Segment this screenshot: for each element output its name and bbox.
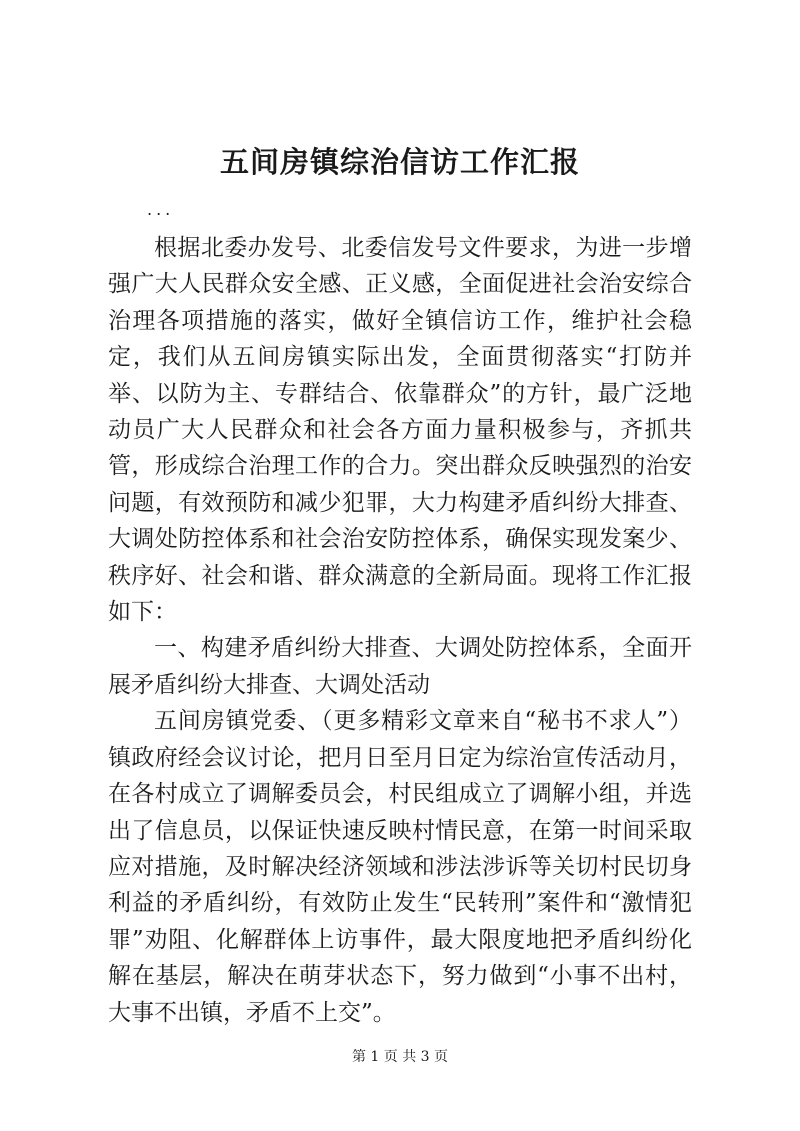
paragraph-section-content: 五间房镇党委、（更多精彩文章来自“秘书不求人”）镇政府经会议讨论，把月日至月日定为综治宣传活动月，在各村成立了调解委员会，村民组成立了调解小组，并选出了信息员，以保证快速反映村情民意，在第一时间采取应对措施，及时解决经济领域和涉法涉诉等关切村民切身利益的矛盾纠纷，有效防止发生“民转刑”案件和“激情犯罪”劝阻、化解群体上访事件，最大限度地把矛盾纠纷化解在基层，解决在萌芽状态下，努力做到“小事不出村，大事不出镇，矛盾不上交”。: [108, 708, 692, 1026]
page-number-footer: 第 1 页 共 3 页: [351, 1049, 449, 1065]
document-body: [108, 230, 692, 1031]
paragraph-section-heading: 一、构建矛盾纠纷大排查、大调处防控体系，全面开展矛盾纠纷大排查、大调处活动: [108, 635, 692, 698]
paragraph-intro: 根据北委办发号、北委信发号文件要求，为进一步增强广大人民群众安全感、正义感，全面促进社会治安综合治理各项措施的落实，做好全镇信访工作，维护社会稳定，我们从五间房镇实际出发，全面贯彻落实“打防并举、以防为主、专群结合、依靠群众”的方针，最广泛地动员广大人民群众和社会各方面力量积极参与，齐抓共管，形成综合治理工作的合力。突出群众反映强烈的治安问题，有效预防和减少犯罪，大力构建矛盾纠纷大排查、大调处防控体系和社会治安防控体系，确保实现发案少、秩序好、社会和谐、群众满意的全新局面。现将工作汇报如下：: [108, 235, 692, 626]
document-title: 五间房镇综治信访工作汇报: [219, 145, 580, 179]
ellipsis-marker: ...: [147, 200, 175, 219]
